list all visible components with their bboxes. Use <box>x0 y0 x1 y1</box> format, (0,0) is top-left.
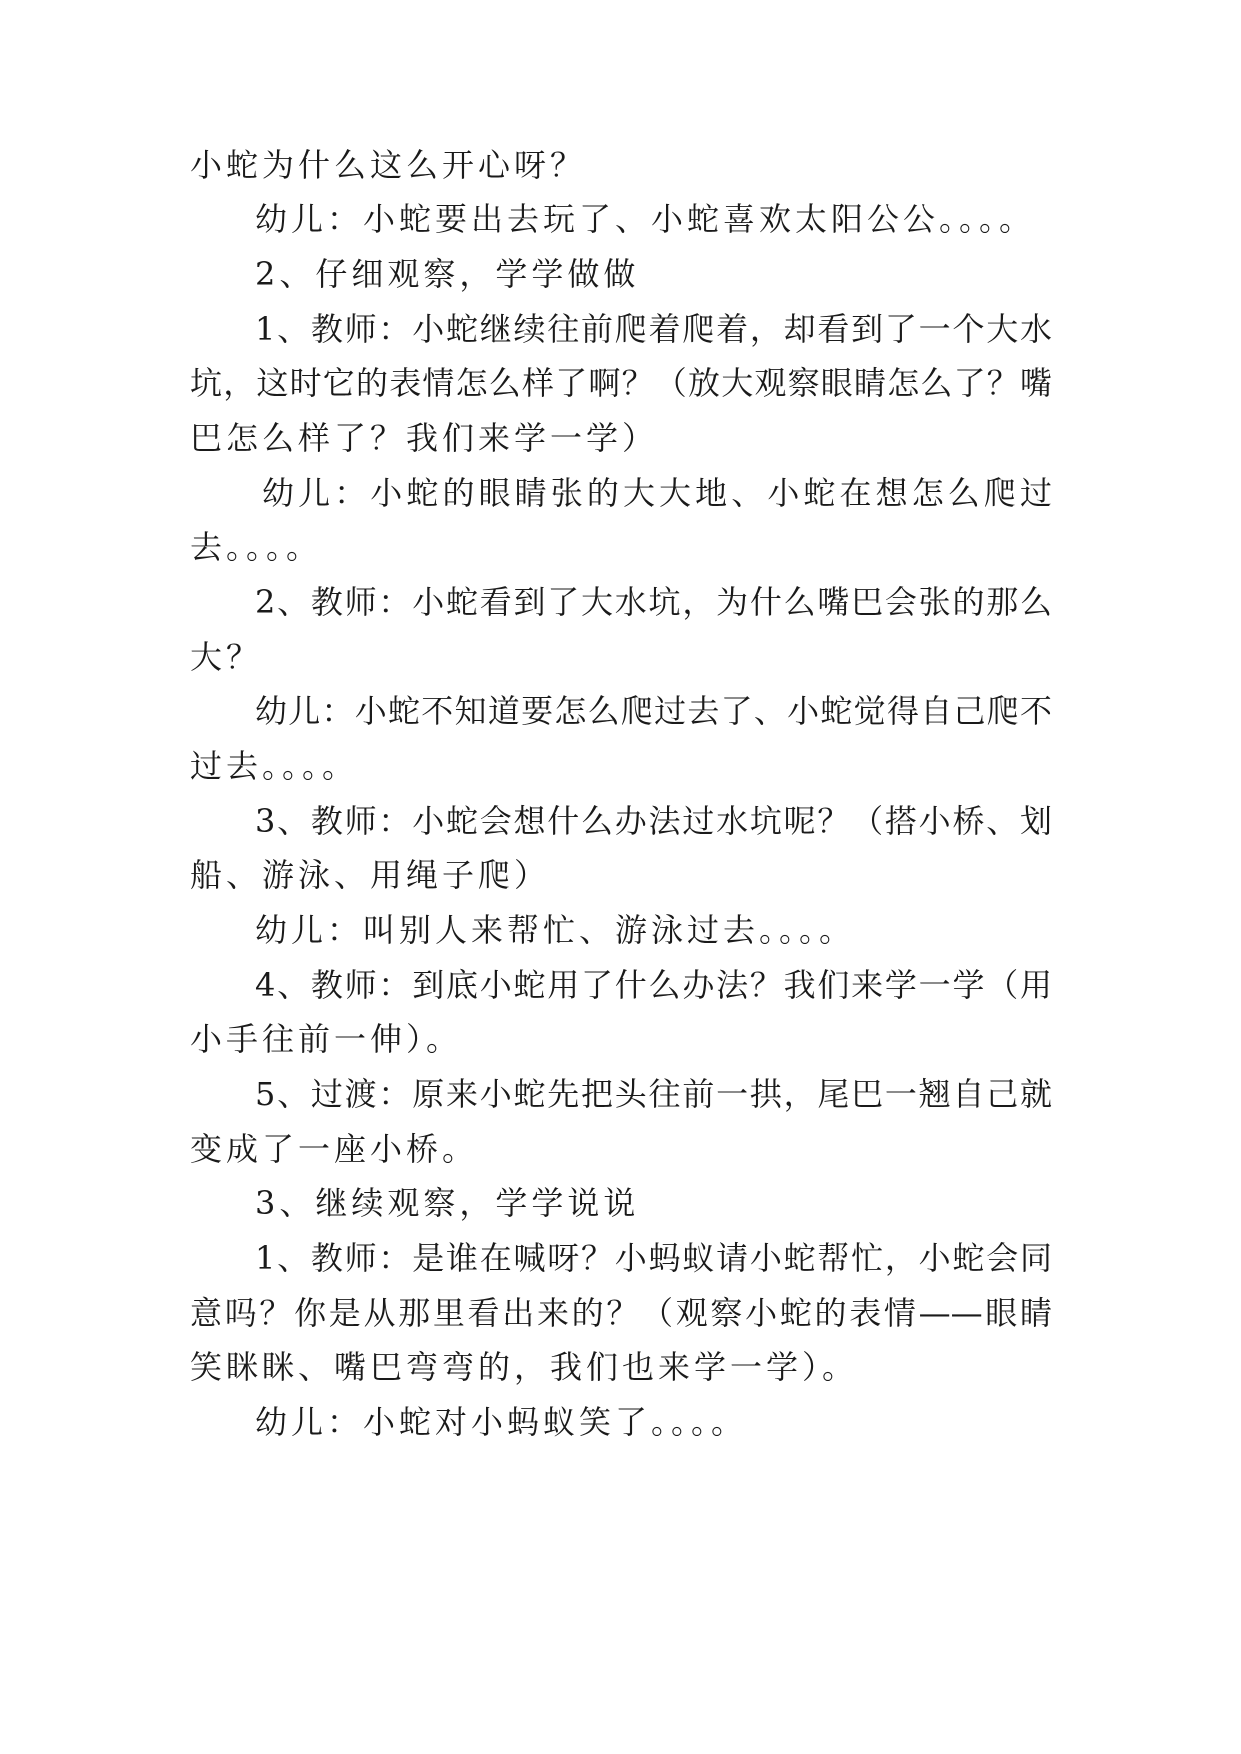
text-line: 5、过渡：原来小蛇先把头往前一拱，尾巴一翘自己就 <box>255 1075 1052 1113</box>
text-line: 幼儿：小蛇的眼睛张的大大地、小蛇在想怎么爬过 <box>262 474 1052 512</box>
text-line: 大？ <box>190 638 263 676</box>
text-line: 巴怎么样了？我们来学一学） <box>190 419 659 457</box>
text-line: 变成了一座小桥。 <box>190 1130 479 1168</box>
section-heading: 3、继续观察，学学说说 <box>255 1184 640 1222</box>
text-line: 船、游泳、用绳子爬） <box>190 856 551 894</box>
text-line: 小蛇为什么这么开心呀？ <box>190 146 587 184</box>
text-line: 1、教师：小蛇继续往前爬着爬着，却看到了一个大水 <box>255 310 1052 348</box>
text-line: 幼儿：小蛇要出去玩了、小蛇喜欢太阳公公。。。。 <box>255 200 1036 238</box>
text-line: 幼儿：叫别人来帮忙、游泳过去。。。。 <box>255 911 856 949</box>
text-line: 幼儿：小蛇对小蚂蚁笑了。。。。 <box>255 1403 748 1441</box>
text-line: 去。。。。 <box>190 528 323 566</box>
text-line: 4、教师：到底小蛇用了什么办法？我们来学一学（用 <box>255 966 1052 1004</box>
text-line: 意吗？你是从那里看出来的？（观察小蛇的表情——眼睛 <box>190 1294 1052 1332</box>
section-heading: 2、仔细观察，学学做做 <box>255 255 640 293</box>
text-line: 2、教师：小蛇看到了大水坑，为什么嘴巴会张的那么 <box>255 583 1052 621</box>
text-line: 坑，这时它的表情怎么样了啊？（放大观察眼睛怎么了？嘴 <box>190 364 1052 402</box>
text-line: 幼儿：小蛇不知道要怎么爬过去了、小蛇觉得自己爬不 <box>255 692 1052 730</box>
text-line: 过去。。。。 <box>190 747 359 785</box>
text-line: 1、教师：是谁在喊呀？小蚂蚁请小蛇帮忙，小蛇会同 <box>255 1239 1052 1277</box>
text-line: 小手往前一伸）。 <box>190 1020 463 1058</box>
text-line: 笑眯眯、嘴巴弯弯的，我们也来学一学）。 <box>190 1348 859 1386</box>
text-line: 3、教师：小蛇会想什么办法过水坑呢？（搭小桥、划 <box>255 802 1052 840</box>
